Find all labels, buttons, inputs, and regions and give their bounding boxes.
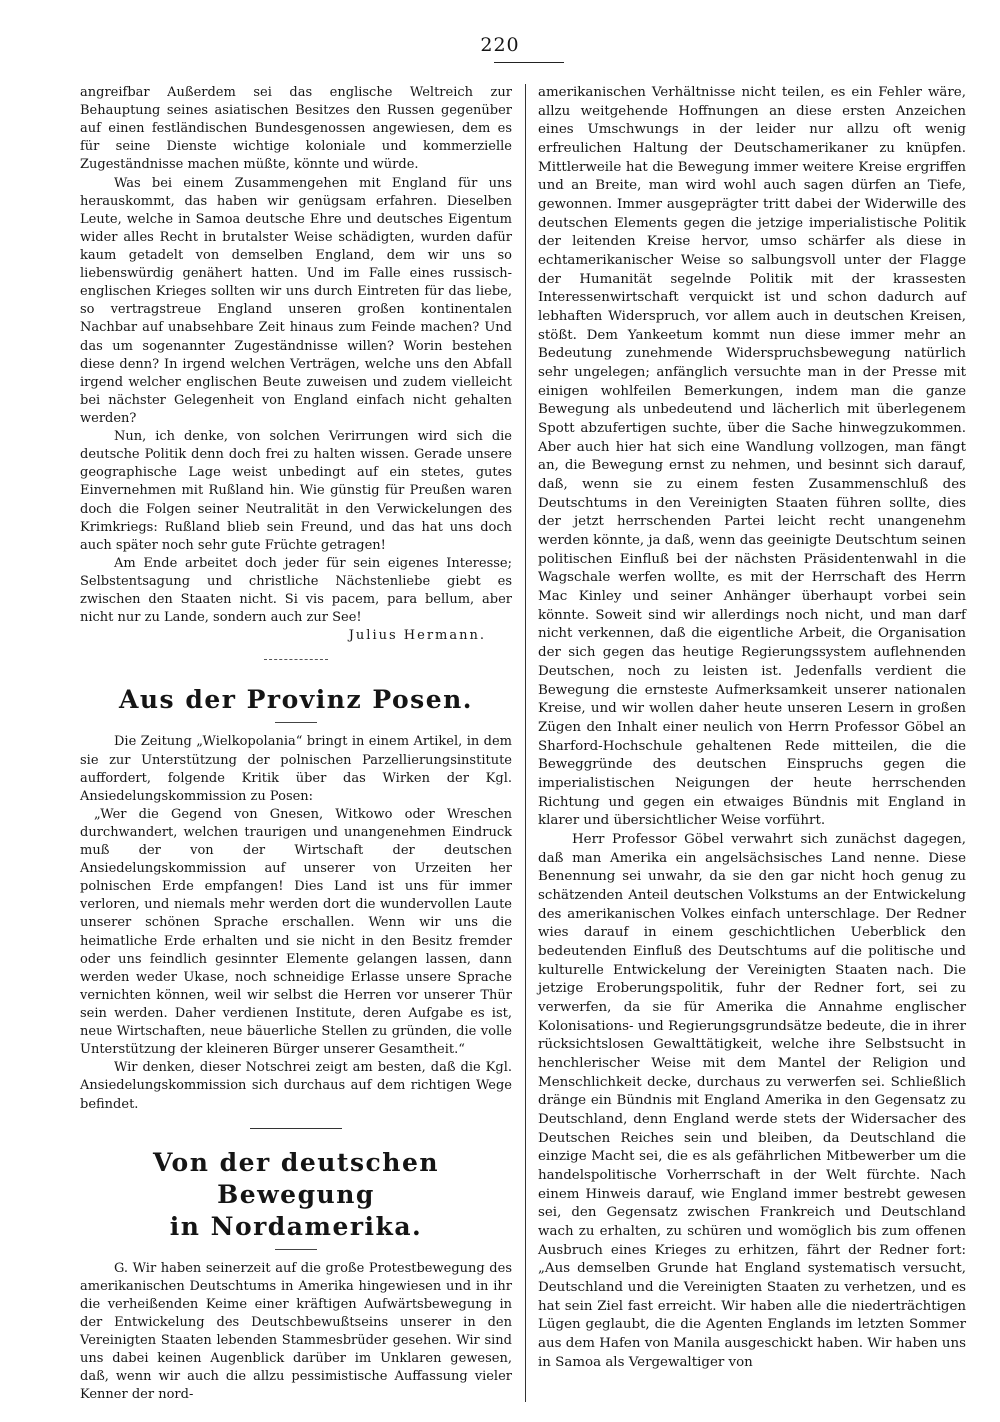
section-divider bbox=[250, 1128, 342, 1129]
page-number-rule bbox=[494, 62, 564, 63]
paragraph: amerikanischen Verhältnisse nicht teilen, es ein Fehler wäre, allzu weitgehende Hoffnungen an diese ersten Anzeichen eines Umschwungs in der leider nur allzu oft wenig erfreulichen Haltung der Deutschamerikaner zu knüpfen. Mittlerweile hat die Bewegung immer weitere Kreise ergriffen und an Breite, man wird wohl auch sagen dürfen an Tiefe, gewonnen. Immer ausgeprägter tritt dabei der Widerwille des deutschen Elements gegen die jetzige imperialistische Politik der leitenden Kreise hervor, umso schärfer als diese in echtamerikanischer Weise so salbungsvoll unter der Flagge der Humanität segelnde Politik mit der krassesten Interessenwirtschaft verquickt ist und schon dadurch auf lebhaften Widerspruch, vor allem auch in deutschen Kreisen, stößt. Dem Yankeetum kommt nun diese immer mehr an Bedeutung zunehmende Widerspruchsbewegung natürlich sehr ungelegen; anfänglich versuchte man in der Presse mit einigen wohlfeilen Bemerkungen, indem man die ganze Bewegung als unbedeutend und lächerlich mit überlegenem Spott abzufertigen suchte, über die Sache hinwegzukommen. Aber auch hier hat sich eine Wandlung vollzogen, man fängt an, die Bewegung ernst zu nehmen, und besinnt sich darauf, daß, wenn sie zu einem festen Zusammenschluß des Deutschtums in den Vereinigten Staaten führen sollte, dies der jetzt herrschenden Partei leicht recht unangenehm werden könnte, ja daß, wenn das geeinigte Deutschtum seinen politischen Einfluß bei der nächsten Präsidentenwahl in die Wagschale werfen wollte, es mit der Herrschaft des Herrn Mac Kinley und seiner Anhänger überhaupt vorbei sein könnte. Soweit sind wir allerdings noch nicht, und man darf nicht verkennen, daß die eigentliche Arbeit, die Organisation der sich gegen das heutige Regierungssystem auflehnenden Deutschen, noch zu leisten ist. Jedenfalls verdient die Bewegung die ernsteste Aufmerksamkeit unserer nationalen Kreise, und wir wollen daher heute unseren Lesern in großen Zügen den Inhalt einer neulich von Herrn Professor Göbel an Sharford-Hochschule gehaltenen Rede mitteilen, die die Beweggründe des deutschen Einspruchs gegen die imperialistischen Neigungen der heute herrschenden Richtung und gegen ein etwaiges Bündnis mit England in klarer und übersichtlicher Weise vorführt. bbox=[538, 85, 967, 829]
heading-rule bbox=[275, 722, 317, 723]
paragraph: Wir denken, dieser Notschrei zeigt am besten, daß die Kgl. Ansiedelungskommission sich durchaus auf dem richtigen Wege befindet. bbox=[80, 1060, 512, 1112]
section-divider bbox=[264, 659, 328, 660]
right-column bbox=[538, 84, 966, 1416]
paragraph: Am Ende arbeitet doch jeder für sein eigenes Interesse; Selbstentsagung und christliche Nächstenliebe giebt es zwischen den Staaten nicht. Si vis pacem, para bellum, aber nicht nur zu Lande, sondern auch zur See! bbox=[80, 555, 512, 626]
column-divider bbox=[525, 84, 526, 1402]
heading-rule bbox=[275, 1249, 317, 1250]
paragraph: Was bei einem Zusammengehen mit England für uns herauskommt, das haben wir genügsam erfahren. Dieselben Leute, welche in Samoa deutsche Ehre und deutsches Eigentum wider alles Recht in brutalster Weise schädigten, wurden dafür kaum getadelt von demselben England, dem wir uns so liebenswürdig genähert hatten. Und im Falle eines russisch-englischen Krieges sollten wir uns durch Eintreten für das liebe, so vertragstreue England unseren großen kontinentalen Nachbar auf unabsehbare Zeit hinaus zum Feinde machen? Und das um sogenannter Zugeständnisse willen? Worin bestehen diese denn? In irgend welchen Verträgen, welche uns den Abfall irgend welcher englischen Beute zuweisen und zudem vielleicht bei nächster Gelegenheit von England einfach nicht gehalten werden? bbox=[80, 175, 512, 426]
section-heading-nordamerika bbox=[80, 1147, 512, 1243]
section-heading-posen: Aus der Provinz Posen. bbox=[118, 685, 474, 715]
page-number: 220 bbox=[480, 34, 520, 56]
heading-line: in Nordamerika. bbox=[169, 1211, 423, 1241]
paragraph: G. Wir haben seinerzeit auf die große Protestbewegung des amerikanischen Deutschtums in Amerika hingewiesen und in ihr die verheißenden Keime einer kräftigen Aufwärtsbewegung in der Entwickelung des Deutschbewußtseins unserer in den Vereinigten Staaten lebenden Stammesbrüder gesehen. Wir sind uns dabei keinen Augenblick darüber im Unklaren gewesen, daß, wenn wir auch die allzu pessimistische Auffassung vieler Kenner der nord- bbox=[80, 1260, 512, 1403]
paragraph: angreifbar Außerdem sei das englische Weltreich zur Behauptung seines asiatischen Besitzes den Russen gegenüber auf einen festländischen Bundesgenossen angewiesen, dem es für seine Dienste wichtige koloniale und kommerzielle Zugeständnisse machen müßte, könnte und würde. bbox=[80, 85, 512, 173]
paragraph: Nun, ich denke, von solchen Verirrungen wird sich die deutsche Politik denn doch frei zu halten wissen. Gerade unsere geographische Lage weist unbedingt auf ein stetes, gutes Einvernehmen mit Rußland hin. Wie günstig für Preußen waren doch die Folgen seiner Neutralität in den Verwickelungen des Krimkriegs: Rußland blieb sein Freund, und das hat uns doch auch später noch sehr gute Früchte getragen! bbox=[80, 429, 512, 553]
paragraph: Die Zeitung „Wielkopolania“ bringt in einem Artikel, in dem sie zur Unterstützung der polnischen Parzellierungsinstitute auffordert, folgende Kritik über das Wirken der Kgl. Ansiedelungskommission zu Posen: bbox=[80, 734, 512, 804]
heading-line: Von der deutschen Bewegung bbox=[152, 1147, 440, 1209]
author-signature: Julius Hermann. bbox=[348, 628, 486, 644]
quoted-paragraph: „Wer die Gegend von Gnesen, Witkowo oder Wreschen durchwandert, welchen traurigen und unangenehmen Eindruck muß der von der Wirtschaft der deutschen Ansiedelungskommission auf unserer von Urzeiten her polnischen Erde empfangen! Dies Land ist uns für immer verloren, und niemals mehr werden dort die wundervollen Laute unserer schönen Sprache erschallen. Wenn wir uns die heimatliche Erde erhalten und sie nicht in den Besitz fremder oder uns feindlich gesinnter Elemente gelangen lassen, dann werden weder Ukase, noch schneidige Erlasse unsere Sprache vernichten können, weil wir selbst die Herren vor unserer Thür sein werden. Daher verdienen Institute, deren Aufgabe es ist, neue Wirtschaften, neue bäuerliche Stellen zu gründen, die volle Unterstützung der kleineren Bürger unserer Gesamtheit.“ bbox=[80, 806, 512, 1058]
left-column bbox=[80, 84, 512, 1416]
paragraph: Herr Professor Göbel verwahrt sich zunächst dagegen, daß man Amerika ein angelsächsisches Land nenne. Diese Benennung sei unwahr, da sie den gar nicht hoch genug zu schätzenden Anteil deutschen Volkstums an der Entwickelung des amerikanischen Volkes einfach unterschlage. Der Redner wies darauf in einem geschichtlichen Ueberblick den bedeutenden Einfluß des Deutschtums auf die politische und kulturelle Entwickelung der Vereinigten Staaten nach. Die jetzige Eroberungspolitik, fuhr der Redner fort, sei zu verwerfen, da sie für Amerika die Annahme englischer Kolonisations- und Regierungsgrundsätze bedeute, die in ihrer rücksichtslosen Gewalttätigkeit, welche ihre Selbstsucht in henchlerischer Weise mit dem Mantel der Religion und Menschlichkeit decke, durchaus zu verwerfen sei. Schließlich dränge ein Bündnis mit England Amerika in den Gegensatz zu Deutschland, denn England werde stets der Widersacher des Deutschen Reiches sein und bleiben, da Deutschland die einzige Macht sei, die es als gefährlichen Mitbewerber um die handelspolitische Vorherrschaft in der Welt fürchte. Nach einem Hinweis darauf, wie England immer bestrebt gewesen sei, den Gegensatz zwischen Frankreich und Deutschland wach zu erhalten, zu schüren und womöglich bis zum offenen Ausbruch eines Krieges zu erhitzen, fährt der Redner fort: „Aus demselben Grunde hat England systematisch versucht, Deutschland und die Vereinigten Staaten zu verhetzen, und es hat sein Ziel fast erreicht. Wir haben alle die niederträchtigen Lügen geglaubt, die die Agenten Englands im letzten Sommer aus dem Hafen von Manila ausgeschickt haben. Wir haben uns in Samoa als Vergewaltiger von bbox=[538, 831, 966, 1370]
